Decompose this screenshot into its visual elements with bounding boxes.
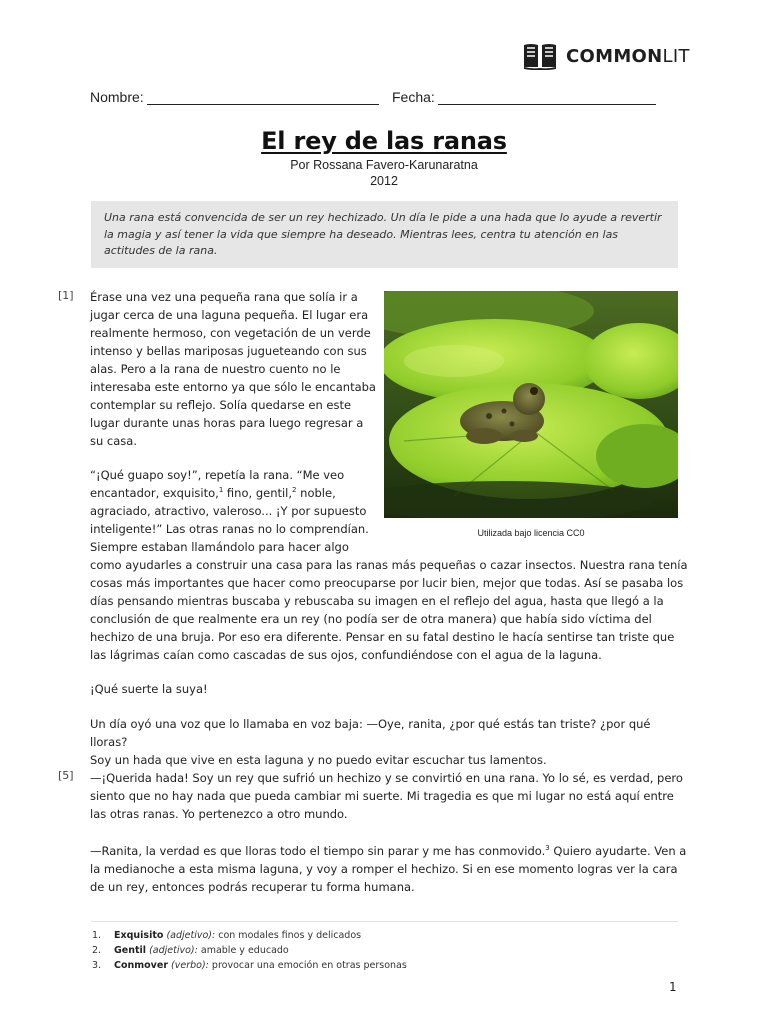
text-line: interesaba este entorno ya que sólo le encantaba	[90, 380, 376, 394]
text-line: conclusión de que realmente era un rey (no podía ser de otra manera) que había sido víctima del	[90, 612, 652, 626]
author-block	[0, 157, 768, 189]
text-line: inteligente!” Las otras ranas no lo comprendían.	[90, 522, 369, 536]
text-line: agraciado, atractivo, valeroso... ¡Y por supuesto	[90, 504, 367, 518]
text-line: la medianoche a esta misma laguna, y voy a romper el hechizo. Si en ese momento logras ver la cara	[90, 862, 678, 876]
text-line: días pensando mientras buscaba y rebuscaba su imagen en el reflejo del agua, hasta que llegó a la	[90, 594, 664, 608]
footnote-item	[92, 958, 407, 973]
summary-box: Una rana está convencida de ser un rey hechizado. Un día le pide a una hada que lo ayude a revertir la magia y así tener la vida que siempre ha deseado. Mientras lees, centra tu atención en las actitudes de la rana.	[91, 201, 678, 268]
image-caption: Utilizada bajo licencia CC0	[477, 528, 585, 538]
footnote-number: 1.	[92, 930, 102, 941]
name-field[interactable]	[90, 88, 379, 105]
date-field[interactable]	[392, 88, 656, 105]
footnotes-list	[92, 928, 407, 973]
footnote-part-of-speech: (verbo):	[171, 960, 209, 971]
text-line: siento que no hay nada que pueda cambiar mi suerte. Mi tragedia es que mi lugar no está aquí entre	[90, 789, 674, 803]
text-line: como ayudarles a construir una casa para las ranas más pequeñas o cazar insectos. Nuestra rana tenía	[90, 558, 688, 572]
footnote-part-of-speech: (adjetivo):	[149, 945, 198, 956]
paragraph-marker-5: [5]	[58, 769, 74, 782]
text-line: ¡Qué suerte la suya!	[90, 682, 208, 696]
story-paragraph-3	[90, 680, 690, 698]
footnote-number: 3.	[92, 960, 102, 971]
text-line: intenso y bellas mariposas jugueteando con sus	[90, 344, 367, 358]
text-line: jugar cerca de una laguna pequeña. El lugar era	[90, 308, 369, 322]
footnote-item	[92, 943, 407, 958]
story-paragraph-2	[90, 466, 690, 664]
author-line: Por Rossana Favero-Karunaratna	[290, 158, 478, 172]
footnote-item	[92, 928, 407, 943]
text-line: lugar durante unas horas para luego regresar a	[90, 416, 364, 430]
brand-name: COMMONLIT	[566, 45, 690, 67]
paragraph-marker-1: [1]	[58, 289, 74, 302]
text-line: Érase una vez una pequeña rana que solía ir a	[90, 290, 358, 304]
text-line: las otras ranas. Yo pertenezco a otro mundo.	[90, 807, 348, 821]
page-number: 1	[669, 980, 677, 994]
text-line: Soy un hada que vive en esta laguna y no puedo evitar escuchar tus lamentos.	[90, 753, 547, 767]
footnote-number: 2.	[92, 945, 102, 956]
story-paragraph-1	[90, 288, 380, 450]
date-label: Fecha:	[392, 89, 435, 105]
date-input-line[interactable]	[438, 88, 656, 105]
text-line: —Ranita, la verdad es que lloras todo el tiempo sin parar y me has conmovido.$^3$ Quiero ayudarte. Ven a	[90, 844, 687, 858]
footnote-part-of-speech: (adjetivo):	[166, 930, 216, 941]
story-paragraph-4	[90, 715, 690, 769]
footnote-ref-1[interactable]: 1	[218, 486, 224, 495]
text-line: alas. Pero a la rana de nuestro cuento no le	[90, 362, 341, 376]
story-paragraph-6	[90, 842, 690, 896]
footnote-ref-2[interactable]: 2	[292, 486, 297, 495]
text-line: realmente hermoso, con vegetación de un verde	[90, 326, 371, 340]
text-line: hechizo de una bruja. Por eso era diferente. Pensar en su fatal destino le hacía sentirse tan triste que	[90, 630, 675, 644]
footnote-term: Exquisito	[114, 930, 164, 941]
text-line: Siempre estaban llamándolo para hacer algo	[90, 540, 349, 554]
name-label: Nombre:	[90, 89, 144, 105]
commonlit-logo	[522, 42, 690, 70]
footnote-ref-3[interactable]: 3	[545, 844, 550, 853]
footnote-definition: amable y educado	[200, 945, 289, 956]
text-line: cosas más importantes que hacer como preocuparse por lucir bien, mejor que todas. Así se pasaba los	[90, 576, 684, 590]
open-book-icon	[522, 42, 558, 70]
text-line: su casa.	[90, 434, 137, 448]
footnote-definition: provocar una emoción en otras personas	[211, 960, 407, 971]
text-line: encantador, exquisito,$^1$ fino, gentil,$^2$ noble,	[90, 486, 336, 500]
story-title: El rey de las ranas	[261, 127, 507, 155]
footnote-term: Gentil	[114, 945, 147, 956]
text-line: —¡Querida hada! Soy un rey que sufrió un hechizo y se convirtió en una rana. Yo lo sé, es verdad, pero	[90, 771, 683, 785]
footnote-divider	[91, 921, 678, 922]
text-line: contemplar su reflejo. Solía quedarse en este	[90, 398, 352, 412]
text-line: “¡Qué guapo soy!”, repetía la rana. “Me veo	[90, 468, 345, 482]
footnote-term: Conmover	[114, 960, 169, 971]
text-line: de un rey, entonces podrás recuperar tu forma humana.	[90, 880, 415, 894]
story-paragraph-5	[90, 769, 690, 823]
text-line: Un día oyó una voz que lo llamaba en voz baja: —Oye, ranita, ¿por qué estás tan triste? ¿por qué lloras?	[90, 717, 651, 749]
footnote-definition: con modales finos y delicados	[218, 930, 362, 941]
name-input-line[interactable]	[147, 88, 379, 105]
publication-year: 2012	[370, 174, 398, 188]
text-line: las lágrimas caían como cascadas de sus ojos, confundiéndose con el agua de la laguna.	[90, 648, 602, 662]
